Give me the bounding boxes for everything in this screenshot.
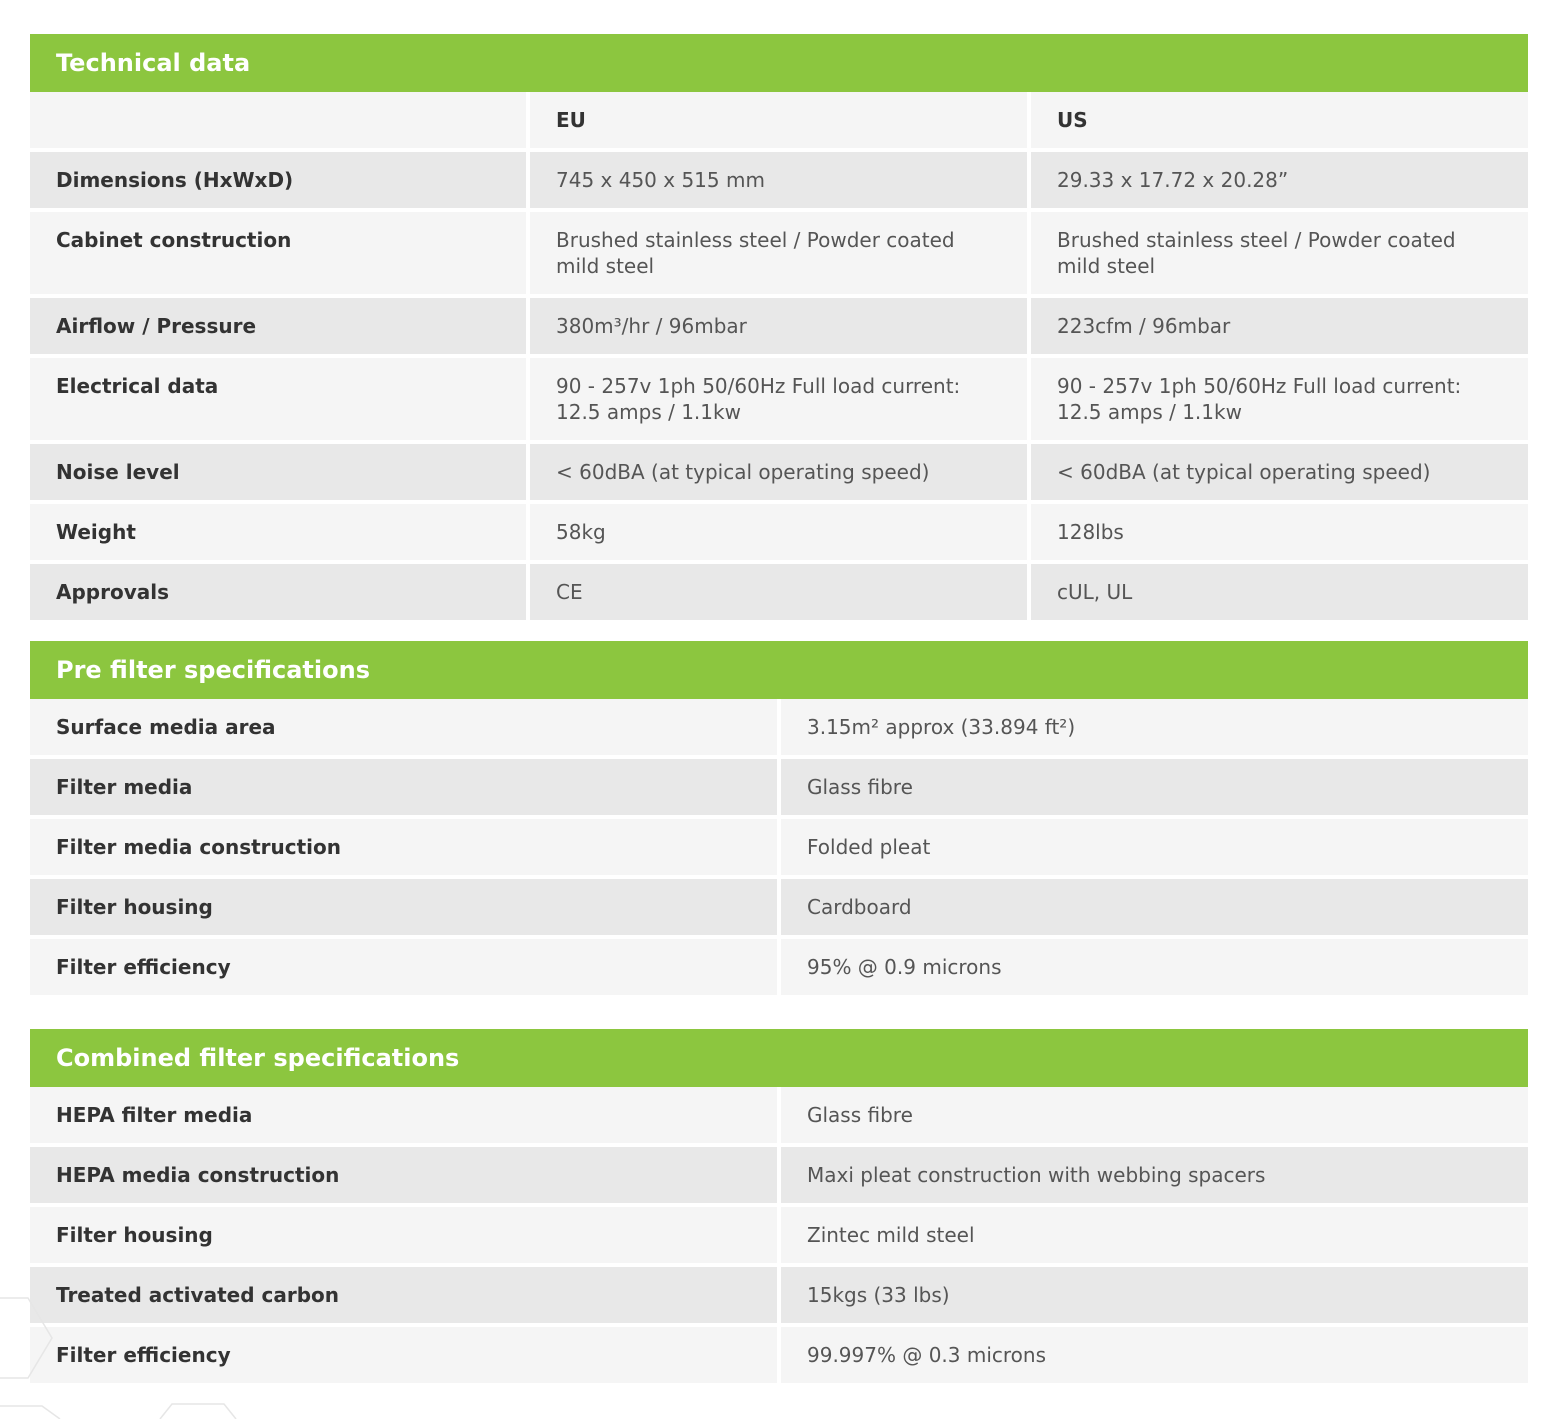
row-label: Filter efficiency [30, 1327, 777, 1383]
eu-value: 58kg [526, 504, 1027, 564]
row-value: 95% @ 0.9 microns [777, 939, 1528, 995]
table-row [30, 504, 1528, 564]
row-label: Dimensions (HxWxD) [30, 152, 526, 212]
row-value: Maxi pleat construction with webbing spacers [777, 1147, 1528, 1207]
row-value: Glass fibre [777, 1087, 1528, 1147]
row-value: Folded pleat [777, 819, 1528, 879]
row-label: Weight [30, 504, 526, 564]
row-label: Filter media construction [30, 819, 777, 879]
row-label: Filter housing [30, 1207, 777, 1267]
eu-value: Brushed stainless steel / Powder coated mild steel [526, 212, 1027, 298]
table-row [30, 444, 1528, 504]
table-row [30, 699, 1528, 759]
pre-filter-section [30, 641, 1528, 995]
hexagon-outline [0, 1298, 52, 1378]
table-row [30, 564, 1528, 620]
us-value: 223cfm / 96mbar [1027, 298, 1528, 358]
row-value: 99.997% @ 0.3 microns [777, 1327, 1528, 1383]
pre-filter-table [30, 699, 1528, 995]
row-value: Zintec mild steel [777, 1207, 1528, 1267]
section-title: Pre filter specifications [30, 641, 1528, 699]
row-label: Treated activated carbon [30, 1267, 777, 1327]
row-label: Approvals [30, 564, 526, 620]
table-row [30, 1087, 1528, 1147]
eu-value: < 60dBA (at typical operating speed) [526, 444, 1027, 504]
hexagon-pattern-decoration [0, 1290, 260, 1419]
us-value: < 60dBA (at typical operating speed) [1027, 444, 1528, 504]
table-row [30, 1147, 1528, 1207]
eu-value: 380m³/hr / 96mbar [526, 298, 1027, 358]
section-title: Combined filter specifications [30, 1029, 1528, 1087]
column-header-blank [30, 92, 526, 152]
row-label: Filter media [30, 759, 777, 819]
table-row [30, 212, 1528, 298]
us-value: 29.33 x 17.72 x 20.28” [1027, 152, 1528, 212]
us-value: cUL, UL [1027, 564, 1528, 620]
row-label: Cabinet construction [30, 212, 526, 298]
row-value: Glass fibre [777, 759, 1528, 819]
table-row [30, 759, 1528, 819]
row-value: 3.15m² approx (33.894 ft²) [777, 699, 1528, 759]
column-header-us: US [1027, 92, 1528, 152]
eu-value: 90 - 257v 1ph 50/60Hz Full load current: 12.5 amps / 1.1kw [526, 358, 1027, 444]
hexagon-outline [160, 1404, 236, 1419]
us-value: 90 - 257v 1ph 50/60Hz Full load current: 12.5 amps / 1.1kw [1027, 358, 1528, 444]
hexagon-outline [0, 1406, 60, 1419]
row-value: Cardboard [777, 879, 1528, 939]
us-value: 128lbs [1027, 504, 1528, 564]
row-label: Airflow / Pressure [30, 298, 526, 358]
table-row [30, 358, 1528, 444]
row-label: Noise level [30, 444, 526, 504]
row-label: Filter efficiency [30, 939, 777, 995]
table-row [30, 819, 1528, 879]
row-label: Electrical data [30, 358, 526, 444]
technical-data-table [30, 92, 1528, 620]
table-row [30, 152, 1528, 212]
row-label: HEPA media construction [30, 1147, 777, 1207]
row-value: 15kgs (33 lbs) [777, 1267, 1528, 1327]
us-value: Brushed stainless steel / Powder coated mild steel [1027, 212, 1528, 298]
section-title: Technical data [30, 34, 1528, 92]
row-label: Filter housing [30, 879, 777, 939]
table-row [30, 298, 1528, 358]
table-row [30, 879, 1528, 939]
eu-value: 745 x 450 x 515 mm [526, 152, 1027, 212]
row-label: Surface media area [30, 699, 777, 759]
technical-data-section [30, 34, 1528, 620]
table-row [30, 1207, 1528, 1267]
eu-value: CE [526, 564, 1027, 620]
table-row [30, 939, 1528, 995]
row-label: HEPA filter media [30, 1087, 777, 1147]
column-header-eu: EU [526, 92, 1027, 152]
table-header-row [30, 92, 1528, 152]
